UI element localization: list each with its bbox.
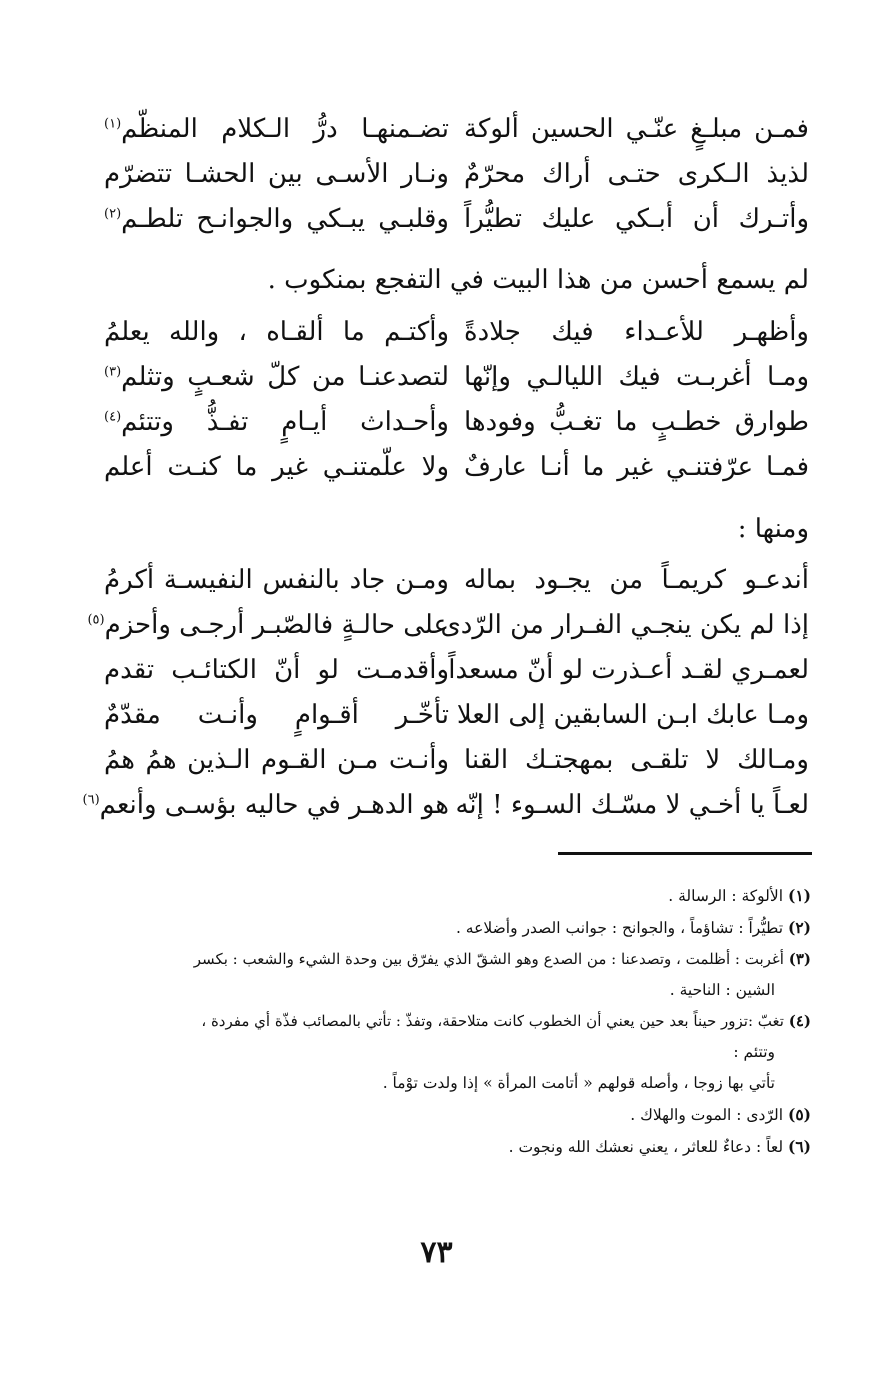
footnote-3 xyxy=(59,944,811,975)
footnote-text: تطيُّراً : تشاؤماً ، والجوانح : جوانب الصدر وأضلاعه . xyxy=(455,919,784,937)
verse xyxy=(104,197,809,242)
verse-second-hemistich xyxy=(104,310,449,355)
hemistich-text: ونـار الأسـى بين الحشـا تتضرّم xyxy=(104,159,449,189)
verse-first-hemistich: وأتـرك أن أبـكي عليك تطيُّراً xyxy=(464,204,809,234)
footnote-text: لعاً : دعاءٌ للعاثر ، يعني نعشك الله ونجوت . xyxy=(508,1138,784,1156)
hemistich-text: ولا علّمتنـي غير ما كنـت أعلم xyxy=(104,452,449,482)
verse-second-hemistich xyxy=(82,783,449,828)
verse-second-hemistich xyxy=(104,693,449,738)
verse-first-hemistich: ومـا عابك ابـن السابقين إلى العلا xyxy=(456,700,809,730)
hemistich-text: وقلبـي يبـكي والجوانـح تلطـم xyxy=(121,204,449,234)
footnote-ref: (١) xyxy=(104,116,122,132)
verse xyxy=(104,400,809,445)
footnote-ref: (٦) xyxy=(82,792,100,808)
footnotes xyxy=(59,880,811,1163)
verse xyxy=(104,107,809,152)
verse-second-hemistich xyxy=(104,648,449,693)
verse-first-hemistich: فمـن مبلـغٍ عنّـي الحسين ألوكة xyxy=(464,114,809,144)
verse xyxy=(87,603,809,648)
verse xyxy=(104,355,809,400)
minha-label: ومنها : xyxy=(737,514,809,544)
verse-second-hemistich xyxy=(104,738,449,783)
footnote-1 xyxy=(59,880,811,912)
footnote-marker: (٢) xyxy=(787,918,811,937)
footnote-text: الألوكة : الرسالة . xyxy=(668,887,784,905)
verse-first-hemistich: إذا لم يكن ينجـي الفـرار من الرّدى xyxy=(440,610,809,640)
verse-first-hemistich: فمـا عرّفتنـي غير ما أنـا عارفٌ xyxy=(464,452,809,482)
stanza-2 xyxy=(104,310,809,490)
footnote-6 xyxy=(59,1131,811,1163)
verse xyxy=(104,738,809,783)
hemistich-text: وأكتـم ما ألقـاه ، والله يعلمُ xyxy=(104,317,449,347)
footnote-4-continuation: وتتئم : xyxy=(733,1043,775,1061)
footnote-4-continuation: تأتي بها زوجا ، وأصله قولهم « أتامت المرأة » إذا ولدت توْماً . xyxy=(382,1074,775,1092)
footnote-separator xyxy=(558,852,812,855)
verse xyxy=(82,783,809,828)
verse xyxy=(104,648,809,693)
footnote-4 xyxy=(59,1006,811,1037)
footnote-2 xyxy=(59,912,811,944)
verse xyxy=(104,558,809,603)
hemistich-text: تضـمنهـا درُّ الـكلام المنظّم xyxy=(121,114,449,144)
footnote-text: تغبّ :تزور حيناً بعد حين يعني أن الخطوب كانت متلاحقة، وتفذّ : تأتي بالمصائب فذّة أي مفردة ، xyxy=(201,1012,784,1030)
footnote-3-continuation: الشين : الناحية . xyxy=(669,981,775,999)
verse-first-hemistich: لعمـري لقـد أعـذرت لو أنّ مسعداً xyxy=(448,655,809,685)
footnote-ref: (٥) xyxy=(87,612,105,628)
commentary-line: لم يسمع أحسن من هذا البيت في التفجع بمنكوب . xyxy=(267,265,809,295)
verse-first-hemistich: طوارق خطـبٍ ما تغـبُّ وفودها xyxy=(464,407,809,437)
verse-second-hemistich xyxy=(104,558,449,603)
verse-second-hemistich xyxy=(87,603,449,648)
hemistich-text: تأخّـر أقـوامٍ وأنـت مقدّمٌ xyxy=(104,700,449,730)
verse xyxy=(104,693,809,738)
stanza-3 xyxy=(82,558,809,828)
verse-second-hemistich xyxy=(104,107,449,152)
verse-first-hemistich: وأظهـر للأعـداء فيك جلادةً xyxy=(464,317,809,347)
footnote-ref: (٣) xyxy=(104,364,122,380)
footnote-marker: (٥) xyxy=(787,1105,811,1124)
hemistich-text: هو الدهـر في حاليه بؤسـى وأنعم xyxy=(99,790,449,820)
footnote-marker: (٤) xyxy=(788,1012,811,1030)
hemistich-text: ومـن جاد بالنفس النفيسـة أكرمُ xyxy=(104,565,449,595)
footnote-5 xyxy=(59,1099,811,1131)
hemistich-text: وأقدمـت لو أنّ الكتائـب تقدم xyxy=(104,655,449,685)
verse xyxy=(104,310,809,355)
stanza-1 xyxy=(104,107,809,242)
footnote-marker: (٣) xyxy=(788,950,811,968)
footnote-marker: (٦) xyxy=(787,1137,811,1156)
verse-first-hemistich: ومـا أغربـت فيك الليالـي وإنّها xyxy=(464,362,809,392)
footnote-marker: (١) xyxy=(787,886,811,905)
page-number: ٧٣ xyxy=(420,1235,453,1270)
verse-first-hemistich: أندعـو كريمـاً من يجـود بماله xyxy=(464,565,809,595)
verse-first-hemistich: ومـالك لا تلقـى بمهجتـك القنا xyxy=(464,745,809,775)
hemistich-text: وأنـت مـن القـوم الـذين همُ همُ xyxy=(104,745,449,775)
verse xyxy=(104,152,809,197)
hemistich-text: لتصدعنـا من كلّ شعـبٍ وتثلم xyxy=(121,362,449,392)
verse-second-hemistich xyxy=(104,355,449,400)
footnote-text: الرّدى : الموت والهلاك . xyxy=(630,1106,784,1124)
verse-first-hemistich: لعـاً يا أخـي لا مسّـك السـوء ! إنّه xyxy=(455,790,809,820)
footnote-ref: (٢) xyxy=(104,206,122,222)
verse-second-hemistich xyxy=(104,197,449,242)
hemistich-text: على حالـةٍ فالصّبـر أرجـى وأحزم xyxy=(104,610,449,640)
verse-second-hemistich xyxy=(104,152,449,197)
footnote-text: أغربت : أظلمت ، وتصدعنا : من الصدع وهو الشقّ الذي يفرّق بين وحدة الشيء والشعب : بكسر xyxy=(193,950,784,968)
footnote-ref: (٤) xyxy=(104,409,122,425)
verse-second-hemistich xyxy=(104,445,449,490)
verse xyxy=(104,445,809,490)
verse-first-hemistich: لذيذ الـكرى حتـى أراك محرّمٌ xyxy=(464,159,809,189)
hemistich-text: وأحـداث أيـامٍ تفـذُّ وتتئم xyxy=(121,407,449,437)
verse-second-hemistich xyxy=(104,400,449,445)
